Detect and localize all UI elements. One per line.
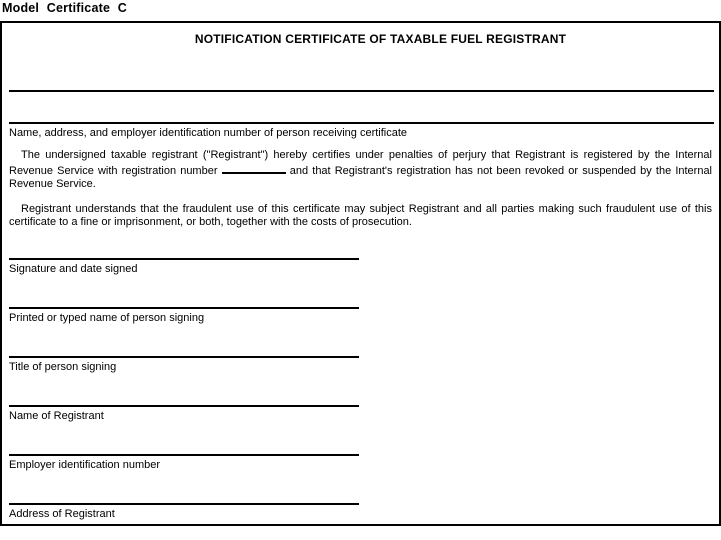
certificate-heading: NOTIFICATION CERTIFICATE OF TAXABLE FUEL REGISTRANT <box>194 32 567 46</box>
printed-name-field <box>9 307 359 325</box>
printed-name-field-label: Printed or typed name of person signing <box>9 312 205 324</box>
page-title: Model Certificate C <box>2 1 128 15</box>
signature-field <box>9 258 359 276</box>
certification-text-before-blank: The undersigned taxable registrant ("Registrant") hereby certifies under penalties of perjury that Registrant is registered by the Internal Revenue Service with registration number <box>9 149 712 177</box>
title-field <box>9 356 359 374</box>
recipient-fill-in-line-2 <box>9 122 714 124</box>
fraud-warning-paragraph: Registrant understands that the fraudulent use of this certificate may subject Registrant and all parties making such fraudulent use of this certificate to a fine or imprisonment, or both, together with the costs of prosecution. <box>9 203 712 228</box>
ein-field-label: Employer identification number <box>9 459 161 471</box>
registrant-address-field-label: Address of Registrant <box>9 508 115 520</box>
registrant-name-field-label: Name of Registrant <box>9 410 104 422</box>
certification-paragraph <box>9 149 712 191</box>
recipient-caption: Name, address, and employer identification number of person receiving certificate <box>9 127 408 139</box>
ein-field <box>9 454 359 472</box>
registration-number-blank <box>222 162 286 174</box>
certificate-box <box>0 21 721 526</box>
recipient-fill-in-line-1 <box>9 90 714 92</box>
signature-field-label: Signature and date signed <box>9 263 138 275</box>
registrant-address-field <box>9 503 359 521</box>
certification-text-after-blank: and that Registrant's registration has not been revoked or suspended by the Internal Revenue Service. <box>9 165 713 190</box>
registrant-name-field <box>9 405 359 423</box>
title-field-label: Title of person signing <box>9 361 117 373</box>
